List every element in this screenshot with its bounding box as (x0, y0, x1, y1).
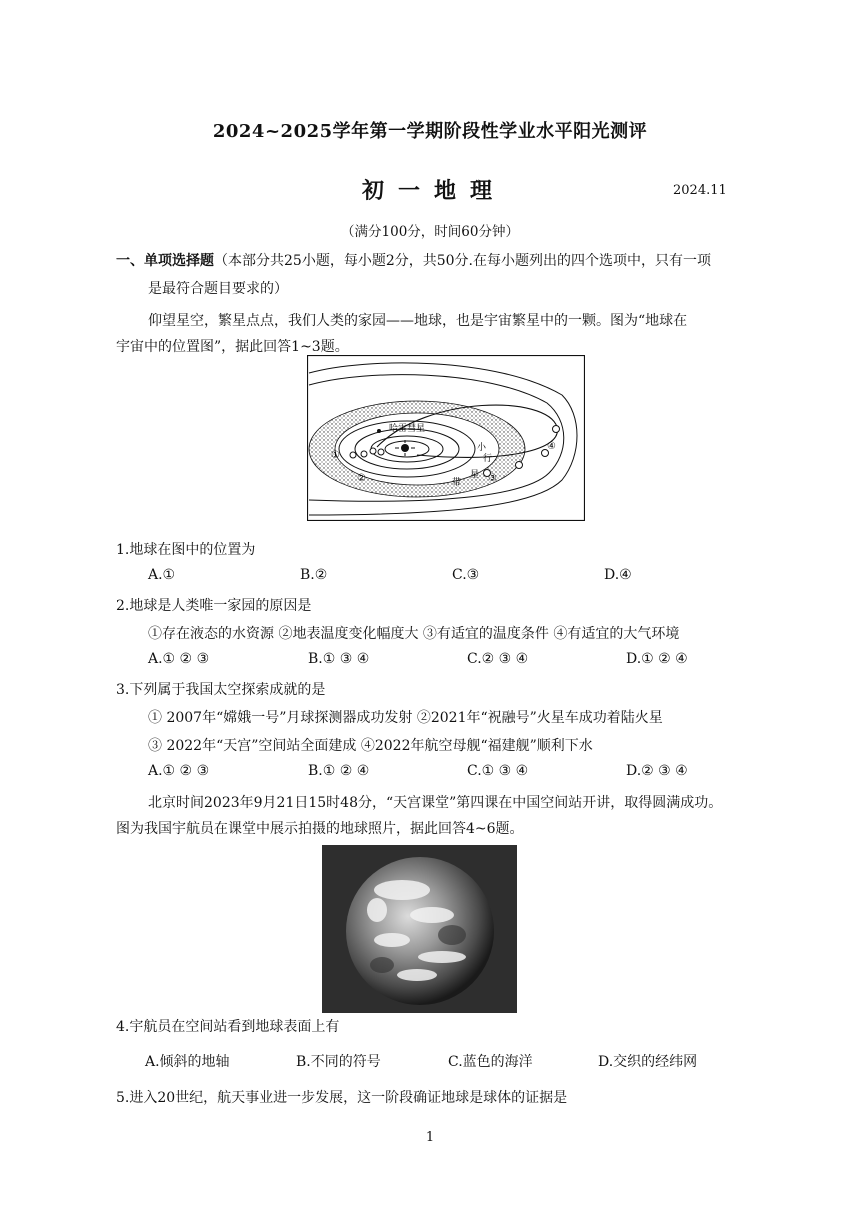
intro2-line1: 北京时间2023年9月21日15时48分，“天宫课堂”第四课在中国空间站开讲，取得圆满成功。 (148, 795, 723, 811)
q3-option-b[interactable]: B.① ② ④ (308, 763, 370, 779)
section-instruction (116, 250, 711, 270)
q3-option-c[interactable]: C.① ③ ④ (467, 763, 529, 779)
q2-option-c[interactable]: C.② ③ ④ (467, 651, 529, 667)
section-instruction-cont: 是最符合题目要求的） (148, 281, 288, 297)
belt-label-d: 星 (470, 470, 480, 480)
belt-label-a: 小 (477, 443, 487, 453)
comet-label: 哈雷彗星 (389, 424, 426, 434)
q1-option-d[interactable]: D.④ (604, 567, 632, 583)
marker-3: ③ (488, 473, 497, 484)
intro1-line1: 仰望星空，繁星点点，我们人类的家园——地球，也是宇宙繁星中的一颗。图为“地球在 (148, 313, 688, 329)
subject-title: 初一地理 (362, 178, 507, 204)
q4-option-d[interactable]: D.交织的经纬网 (598, 1054, 698, 1070)
exam-date: 2024.11 (673, 183, 727, 198)
q4-stem: 4.宇航员在空间站看到地球表面上有 (116, 1019, 340, 1035)
q2-option-b[interactable]: B.① ③ ④ (308, 651, 370, 667)
q2-stem: 2.地球是人类唯一家园的原因是 (116, 598, 312, 614)
q2-statements: ①存在液态的水资源 ②地表温度变化幅度大 ③有适宜的温度条件 ④有适宜的大气环境 (148, 626, 680, 642)
page-number: 1 (425, 1130, 435, 1145)
section-instruction-text: （本部分共25小题，每小题2分，共50分.在每小题列出的四个选项中，只有一项 (214, 253, 711, 269)
q4-option-b[interactable]: B.不同的符号 (296, 1054, 381, 1070)
earth-photo (322, 845, 517, 1013)
marker-2: ② (357, 473, 366, 484)
q1-option-b[interactable]: B.② (300, 567, 328, 583)
marker-1: ① (331, 450, 340, 461)
section-heading: 一、单项选择题 (116, 253, 214, 269)
q5-stem: 5.进入20世纪，航天事业进一步发展，这一阶段确证地球是球体的证据是 (116, 1090, 568, 1106)
belt-label-b: 行 (483, 454, 493, 464)
q3-statement-1: ① 2007年“嫦娥一号”月球探测器成功发射 ②2021年“祝融号”火星车成功着陆火星 (148, 710, 663, 726)
score-info: （满分100分，时间60分钟） (341, 224, 519, 240)
q4-option-c[interactable]: C.蓝色的海洋 (448, 1054, 533, 1070)
exam-title: 2024~2025学年第一学期阶段性学业水平阳光测评 (212, 121, 648, 142)
belt-label-c: 带 (452, 478, 462, 488)
q3-option-a[interactable]: A.① ② ③ (148, 763, 210, 779)
q1-option-c[interactable]: C.③ (452, 567, 480, 583)
q4-option-a[interactable]: A.倾斜的地轴 (145, 1054, 230, 1070)
q3-statement-2: ③ 2022年“天宫”空间站全面建成 ④2022年航空母舰“福建舰”顺利下水 (148, 738, 593, 754)
q1-stem: 1.地球在图中的位置为 (116, 542, 256, 558)
intro2-line2: 图为我国宇航员在课堂中展示拍摄的地球照片，据此回答4~6题。 (116, 821, 524, 837)
q2-option-d[interactable]: D.① ② ④ (626, 651, 688, 667)
solar-system-diagram (307, 355, 585, 521)
q3-stem: 3.下列属于我国太空探索成就的是 (116, 682, 326, 698)
q2-option-a[interactable]: A.① ② ③ (148, 651, 210, 667)
q1-option-a[interactable]: A.① (148, 567, 176, 583)
intro1-line2: 宇宙中的位置图”，据此回答1~3题。 (116, 339, 349, 355)
q3-option-d[interactable]: D.② ③ ④ (626, 763, 688, 779)
marker-4: ④ (547, 441, 556, 452)
